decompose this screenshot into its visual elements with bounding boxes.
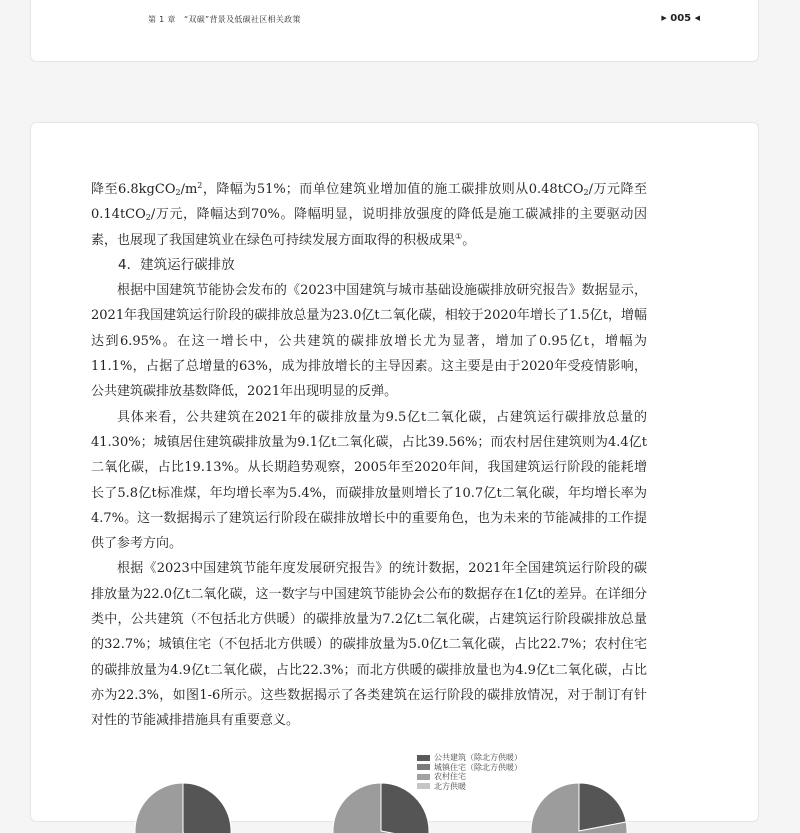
body-text — [91, 177, 647, 734]
paragraph-3: 具体来看，公共建筑在2021年的碳排放量为9.5亿t二氧化碳，占建筑运行碳排放总量的41.30%；城镇居住建筑碳排放量为9.1亿t二氧化碳，占比39.56%；而农村居住建筑则为4.4亿t二氧化碳，占比19.13%。从长期趋势观察，2005年至2020年间，我国建筑运行阶段的能耗增长了5.8亿t标准煤，年均增长率为5.4%，而碳排放量则增长了10.7亿t二氧化碳，年均增长率为4.7%。这一数据揭示了建筑运行阶段在碳排放增长中的重要角色，也为未来的节能减排的工作提供了参考方向。 — [91, 409, 647, 552]
pie-slice — [381, 783, 429, 833]
running-head-title: 第 1 章 “双碳”背景及低碳社区相关政策 — [148, 15, 301, 24]
legend-item-rural: 农村住宅 — [417, 772, 522, 782]
legend-swatch — [417, 755, 430, 761]
pie-charts — [31, 773, 760, 833]
paragraph-2: 根据中国建筑节能协会发布的《2023中国建筑与城市基础设施碳排放研究报告》数据显示，2021年我国建筑运行阶段的碳排放总量为23.0亿t二氧化碳，相较于2020年增长了1.5亿t，增幅达到6.95%。在这一增长中，公共建筑的碳排放增长尤为显著，增加了0.95亿t，增幅为11.1%，占据了总增量的63%，成为排放增长的主导因素。这主要是由于2020年受疫情影响，公共建筑碳排放基数降低，2021年出现明显的反弹。 — [91, 283, 647, 400]
pie-slice — [183, 783, 231, 833]
current-page-card — [30, 122, 759, 822]
triangle-left-icon: ◀ — [694, 14, 700, 22]
page-number: 005 — [670, 13, 692, 24]
legend-item-urban: 城镇住宅（除北方供暖） — [417, 763, 522, 773]
paragraph-4: 根据《2023中国建筑节能年度发展研究报告》的统计数据，2021年全国建筑运行阶段的碳排放量为22.0亿t二氧化碳，这一数字与中国建筑节能协会公布的数据存在1亿t的差异。在详细分类中，公共建筑（不包括北方供暖）的碳排放量为7.2亿t二氧化碳，占建筑运行阶段碳排放总量的32.7%；城镇住宅（不包括北方供暖）的碳排放量为5.0亿t二氧化碳，占比22.7%；农村住宅的碳排放量为4.9亿t二氧化碳，占比22.3%；而北方供暖的碳排放量也为4.9亿t二氧化碳，占比亦为22.3%，如图1-6所示。这些数据揭示了各类建筑在运行阶段的碳排放情况，对于制订有针对性的节能减排措施具有重要意义。 — [91, 561, 647, 729]
pie-slice — [135, 783, 189, 833]
paragraph-1: 降至$6.8kgCO_2/m^2$，降幅为51%；而单位建筑业增加值的施工碳排放则从0.48tCO$_2$/万元降至0.14tCO$_2$/万元，降幅达到70%。降幅明显，说明排放强度的降低是施工碳减排的主要驱动因素，也展现了我国建筑业在绿色可持续发展方面取得的积极成果①。 — [91, 181, 647, 248]
section-heading: 4．建筑运行碳排放 — [118, 256, 235, 273]
legend-swatch — [417, 764, 430, 770]
page-number-marker — [661, 13, 700, 24]
legend-item-heating: 北方供暖 — [417, 782, 522, 792]
legend-item-public: 公共建筑（除北方供暖） — [417, 753, 522, 763]
triangle-right-icon: ▶ — [661, 14, 667, 22]
previous-page-card — [30, 0, 759, 62]
footnote-marker[interactable]: ① — [455, 231, 463, 241]
